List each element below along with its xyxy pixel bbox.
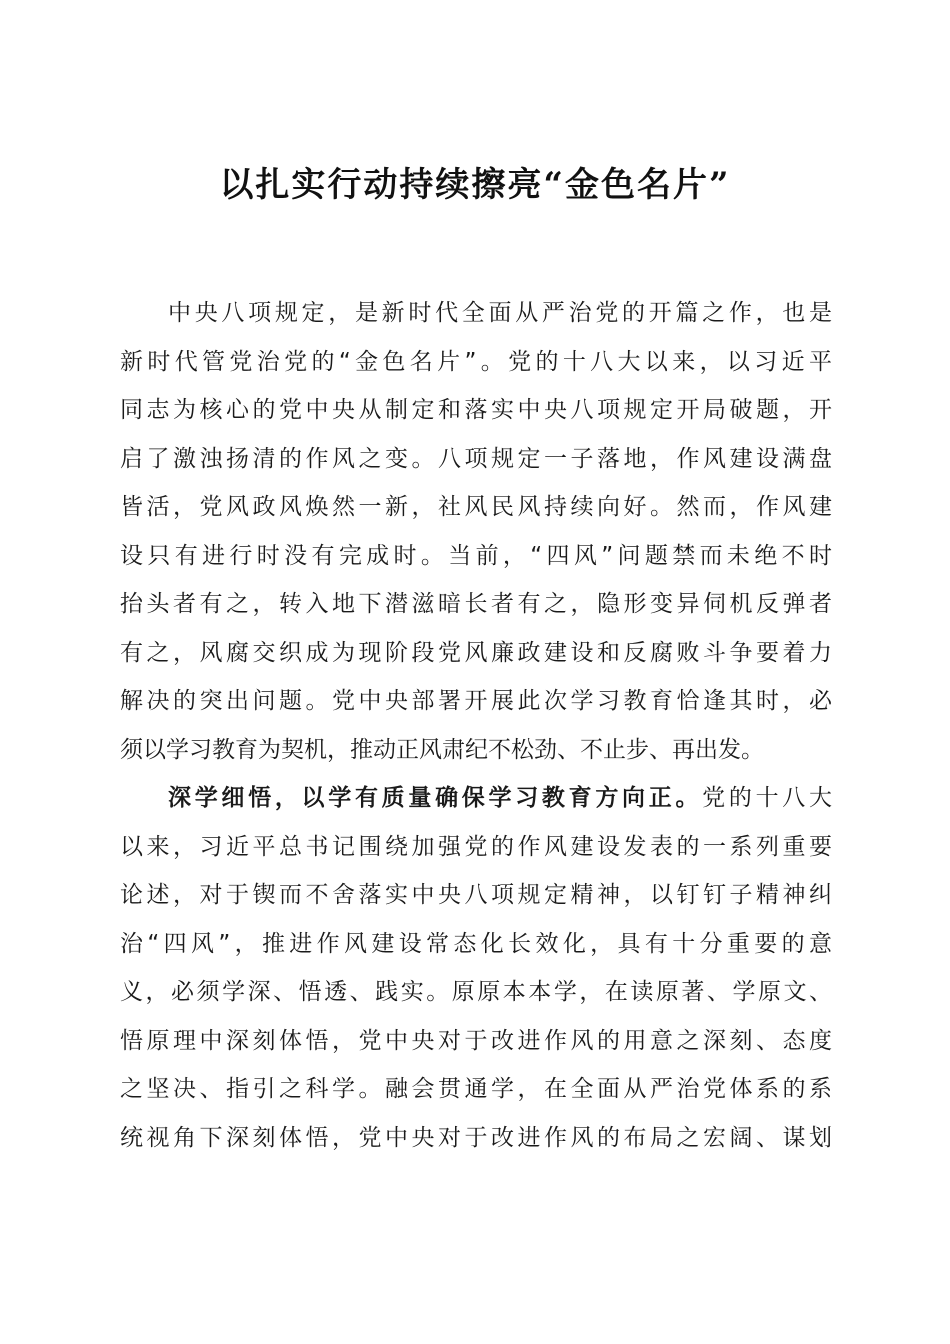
paragraph-line: 论述，对于锲而不舍落实中央八项规定精神，以钉钉子精神纠: [120, 882, 832, 908]
paragraph-line: 以来，习近平总书记围绕加强党的作风建设发表的一系列重要: [120, 833, 832, 860]
paragraph-line: 新时代管党治党的“金色名片”。党的十八大以来，以习近平: [120, 348, 832, 375]
paragraph-line: 统视角下深刻体悟，党中央对于改进作风的布局之宏阔、谋划: [120, 1124, 832, 1151]
paragraph-line-rest: 党的十八大: [702, 785, 833, 811]
paragraph-first-line: [120, 774, 832, 823]
document-body: [120, 289, 832, 1162]
paragraph-line: 治“四风”，推进作风建设常态化长效化，具有十分重要的意: [120, 930, 832, 957]
paragraph-line: 中央八项规定，是新时代全面从严治党的开篇之作，也是: [168, 300, 832, 326]
document-title: 以扎实行动持续擦亮“金色名片”: [219, 165, 731, 205]
paragraph-1: [120, 289, 832, 774]
paragraph-line: 须以学习教育为契机，推动正风肃纪不松劲、不止步、再出发。: [120, 736, 764, 763]
paragraph-heading: 深学细悟，以学有质量确保学习教育方向正。: [168, 785, 703, 811]
paragraph-line: 抬头者有之，转入地下潜滋暗长者有之，隐形变异伺机反弹者: [120, 591, 832, 617]
paragraph-line: 有之，风腐交织成为现阶段党风廉政建设和反腐败斗争要着力: [120, 639, 832, 666]
paragraph-line: 同志为核心的党中央从制定和落实中央八项规定开局破题，开: [120, 397, 832, 423]
paragraph-line: 之坚决、指引之科学。融会贯通学，在全面从严治党体系的系: [120, 1076, 832, 1102]
paragraph-line: 皆活，党风政风焕然一新，社风民风持续向好。然而，作风建: [120, 494, 832, 520]
paragraph-line: 解决的突出问题。党中央部署开展此次学习教育恰逢其时，必: [120, 688, 832, 714]
paragraph-line: 设只有进行时没有完成时。当前，“四风”问题禁而未绝不时: [120, 542, 832, 569]
paragraph-line: 启了激浊扬清的作风之变。八项规定一子落地，作风建设满盘: [120, 445, 832, 472]
paragraph-2: [120, 774, 832, 1162]
paragraph-line: 悟原理中深刻体悟，党中央对于改进作风的用意之深刻、态度: [120, 1027, 832, 1054]
paragraph-line: 义，必须学深、悟透、践实。原原本本学，在读原著、学原文、: [120, 979, 832, 1005]
